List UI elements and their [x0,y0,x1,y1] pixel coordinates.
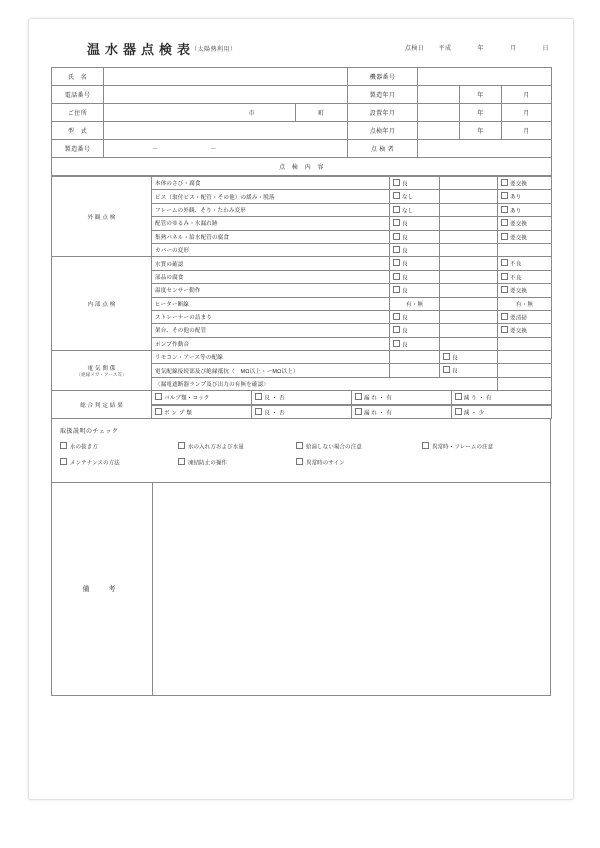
inspection-sheet [28,18,574,800]
inspection-item-option-1[interactable] [390,230,440,243]
inspection-item-label: 温度センサー動作 [152,284,390,297]
checkbox-icon[interactable] [501,273,508,280]
inspection-item-option-2[interactable] [440,190,498,203]
group-label-electrical [52,351,152,391]
checkbox-icon[interactable] [393,326,400,333]
option-text: 良 [402,181,408,188]
option-text: 良 [402,221,408,228]
option-text: 良 [402,275,408,282]
perf-item-valve-decrease[interactable] [451,391,551,404]
checklist-item-frame-warning[interactable] [422,442,493,451]
checkbox-icon[interactable] [443,353,450,360]
inspection-item-option-3[interactable] [498,324,552,337]
checkbox-icon[interactable] [393,233,400,240]
group-label-note: （絶縁メガ・アース等） [76,371,127,377]
checklist-item-label: 凍結防止の操作 [188,460,228,467]
option-text: なし [402,208,414,215]
inspection-item-option-1[interactable] [390,257,440,270]
table-row [52,68,552,86]
inspection-item-option-2[interactable] [440,310,498,323]
field-label-machine-no: 機器番号 [348,68,418,86]
inspection-item-option-3[interactable] [498,351,552,364]
table-row [152,391,551,404]
option-text: 良 [402,261,408,268]
checkbox-icon[interactable] [393,206,400,213]
inspection-item-option-1[interactable] [390,351,440,364]
checkbox-icon[interactable] [178,458,185,465]
inspection-item-option-3[interactable] [498,284,552,297]
perf-item-pump[interactable] [152,406,252,418]
field-label-manufacture-date: 製造年月 [348,86,418,104]
inspection-item-label: 電気配線接続部及び絶縁抵抗（ MΩ以上・ーMΩ以上） [152,364,390,377]
table-row [52,122,552,140]
field-value-name[interactable] [104,68,348,86]
option-text: 要交換 [510,328,528,335]
inspection-item-option-2[interactable] [440,324,498,337]
inspection-item-option-3[interactable] [498,190,552,203]
table-row [52,351,552,364]
checklist-item-label: 水の抜き方 [70,444,98,451]
field-value-manufacture-date[interactable] [418,86,460,104]
checklist-item-fill[interactable] [178,442,296,451]
option-text: あり [510,208,522,215]
checkbox-icon[interactable] [393,219,400,226]
checkbox-icon[interactable] [155,408,162,415]
checkbox-icon[interactable] [178,442,185,449]
inspection-item-label: リモコン・アース等の配線 [152,351,390,364]
inspection-item-option-1[interactable] [390,310,440,323]
sheet-header [51,39,551,67]
inspection-item-option-2[interactable] [440,257,498,270]
option-text: 良 [402,342,408,349]
inspection-item-option-2[interactable] [440,243,498,256]
inspection-item-option-2[interactable] [440,297,498,310]
inspection-item-option-3[interactable] [498,230,552,243]
checkbox-icon[interactable] [422,442,429,449]
serial-dash-2: － [210,147,217,153]
field-label-name: 氏 名 [52,68,104,86]
field-value-model[interactable] [104,122,348,140]
perf-item-pump-decrease[interactable] [451,406,551,418]
option-text: ポ ン プ 類 [164,410,192,417]
table-row [152,406,551,418]
inspection-item-option-1[interactable]: 有・無 [390,297,440,310]
checkbox-icon[interactable] [296,442,303,449]
option-text: 良 [402,315,408,322]
inspection-item-label: 部品の腐食 [152,270,390,283]
checklist-item-no-hotwater[interactable] [296,442,422,451]
inspection-item-option-3[interactable] [498,270,552,283]
inspection-item-option-2[interactable] [440,177,498,190]
inspection-item-option-1[interactable] [390,217,440,230]
notes-input-area[interactable] [153,483,550,695]
checkbox-icon[interactable] [355,393,362,400]
option-text: 要交換 [510,181,528,188]
unit-inspect-year: 年 [460,122,502,140]
checklist-row [60,442,542,451]
inspection-item-option-3[interactable]: 有・無 [498,297,552,310]
inspection-item-option-3[interactable] [498,177,552,190]
inspection-item-option-3[interactable] [498,337,552,350]
checkbox-icon[interactable] [155,393,162,400]
customer-info-table [51,67,552,176]
inspection-item-option-1[interactable] [390,243,440,256]
checklist-item-label: 給湯しない場合の注意 [306,444,362,451]
checklist-item-maintenance[interactable] [60,458,178,467]
checkbox-icon[interactable] [393,192,400,199]
date-year-unit: 年 [477,46,484,52]
checkbox-icon[interactable] [255,408,262,415]
option-text: 減 り ・ 有 [463,395,492,402]
inspection-item-option-2[interactable] [440,230,498,243]
inspection-item-option-1[interactable] [390,337,440,350]
option-text: 良 [452,368,458,375]
checklist-row [60,458,542,467]
inspection-item-option-2[interactable] [440,217,498,230]
field-label-inspect-date: 点検年月 [348,122,418,140]
checkbox-icon[interactable] [501,233,508,240]
checklist-item-label: メンテナンスの方法 [70,460,120,467]
inspection-item-label: カバーの変形 [152,243,390,256]
inspection-item-label: ストレーナーの詰まり [152,310,390,323]
perf-item-valve-judge[interactable] [252,391,352,404]
inspection-item-option-3[interactable] [498,377,552,390]
checkbox-icon[interactable] [393,286,400,293]
checklist-title: 取扱説明のチェック [60,429,119,436]
field-label-address: ご住所 [52,104,104,122]
checkbox-icon[interactable] [393,273,400,280]
unit-inspect-month: 月 [502,122,552,140]
inspection-item-option-2[interactable] [440,270,498,283]
group-label-text: 電 気 関 係 [87,365,116,372]
checkbox-icon[interactable] [255,393,262,400]
checkbox-icon[interactable] [501,206,508,213]
checkbox-icon[interactable] [60,442,67,449]
inspection-item-label: ヒーター断線 [152,297,390,310]
checklist-item-label: 異常時・フレームの注意 [432,444,494,451]
date-label: 点検日 [404,46,425,52]
inspection-item-label: ポンプ作動音 [152,337,390,350]
field-value-serial[interactable] [104,140,348,158]
option-text: 不良 [510,275,522,282]
option-text: 良 [452,355,458,362]
inspection-item-option-1[interactable] [390,324,440,337]
checkbox-icon[interactable] [501,326,508,333]
checkbox-icon[interactable] [393,179,400,186]
inspection-item-option-2[interactable] [440,364,498,377]
table-row [52,391,552,405]
checkbox-icon[interactable] [443,366,450,373]
option-text: あり [510,194,522,201]
unit-install-year: 年 [460,104,502,122]
field-value-address[interactable]: 市 [104,104,296,122]
checkbox-icon[interactable] [60,458,67,465]
option-text: 要交換 [510,235,528,241]
group-label-internal: 内 部 点 検 [52,257,152,351]
inspection-item-option-2[interactable] [440,337,498,350]
checkbox-icon[interactable] [393,313,400,320]
checklist-item-label: 水の入れ方および水量 [188,444,244,451]
serial-dash-1: － [152,147,159,153]
field-value-inspect-date[interactable] [418,122,460,140]
checkbox-icon[interactable] [393,246,400,253]
inspection-item-label: フレームの外観、そり・たわみ変形 [152,203,390,216]
inspection-item-option-2[interactable] [440,284,498,297]
perf-item-valve-leak[interactable] [352,391,452,404]
checkbox-icon[interactable] [455,393,462,400]
checkbox-icon[interactable] [501,219,508,226]
perf-item-pump-leak[interactable] [352,406,452,418]
inspection-item-option-3[interactable] [498,310,552,323]
group-label-exterior: 外 観 点 検 [52,177,152,257]
inspection-item-label: 配管のゆるみ・水漏れ跡 [152,217,390,230]
table-row [52,104,552,122]
inspection-item-label: ビス（取付ビス・配管・その他）の緩み・脱落 [152,190,390,203]
address-town-unit: 町 [296,104,348,122]
inspection-item-option-1[interactable] [390,177,440,190]
field-label-serial: 製造番号 [52,140,104,158]
table-row [52,140,552,158]
option-text: 良 [402,288,408,295]
field-label-install-date: 設置年月 [348,104,418,122]
option-text: なし [402,194,414,201]
date-month-unit: 月 [509,46,517,52]
section-heading: 点 検 内 容 [52,158,552,176]
inspection-table [51,176,552,419]
page-subtitle: （太陽熱利用） [191,47,237,53]
inspection-item-option-3[interactable] [498,364,552,377]
option-text: 良 [402,248,408,255]
inspection-item-option-3[interactable] [498,203,552,216]
inspection-item-option-1[interactable] [390,270,440,283]
checklist-item-label: 異常時のサイン [306,460,345,467]
inspection-date-line [405,43,549,52]
field-value-phone[interactable] [104,86,348,104]
option-text: 良 ・ 否 [264,395,285,402]
option-text: 要清掃 [510,315,528,322]
option-text: 要交換 [510,221,528,228]
performance-row-2 [152,405,552,418]
checkbox-icon[interactable] [455,408,462,415]
unit-manufacture-year: 年 [460,86,502,104]
inspection-item-option-3[interactable] [498,257,552,270]
sheet-inner [51,39,551,781]
notes-label: 備 考 [52,483,153,695]
table-row [52,257,552,270]
table-row [52,158,552,176]
checkbox-icon[interactable] [355,408,362,415]
inspection-item-option-3[interactable] [498,243,552,256]
field-label-phone: 電話番号 [52,86,104,104]
field-label-model: 型 式 [52,122,104,140]
unit-manufacture-month: 月 [502,86,552,104]
inspection-item-option-2[interactable] [440,351,498,364]
page-title: 温水器点検表 [87,42,196,57]
checkbox-icon[interactable] [501,286,508,293]
checklist-item-antifreeze[interactable] [178,458,296,467]
perf-item-valve[interactable] [152,391,252,404]
checkbox-icon[interactable] [501,179,508,186]
checklist-item-drain[interactable] [60,442,178,451]
manual-explanation-checklist [51,419,551,483]
inspection-item-option-2[interactable] [440,203,498,216]
option-text: 良 [402,235,408,241]
inspection-item-option-1[interactable] [390,190,440,203]
inspection-item-option-1[interactable] [390,364,440,377]
inspection-item-label: 水質の確認 [152,257,390,270]
checkbox-icon[interactable] [393,340,400,347]
table-row [52,86,552,104]
checkbox-icon[interactable] [501,259,508,266]
date-era: 平成 [438,46,452,52]
field-value-machine-no[interactable] [418,68,552,86]
inspection-item-option-3[interactable] [498,217,552,230]
inspection-item-label: 架台、その他の配管 [152,324,390,337]
option-text: 漏 れ ・ 有 [364,410,392,417]
inspection-item-label: 本体のさび・腐食 [152,177,390,190]
option-text: 不良 [510,261,522,268]
inspection-item-note: 〈漏電遮断器ランプ及び出力の有無を確認〉 [152,377,498,390]
notes-section [51,483,551,696]
perf-item-pump-judge[interactable] [252,406,352,418]
option-text: 減 ・ 少 [463,410,485,417]
group-label-overall-result: 総 合 判 定 結 果 [52,391,152,419]
inspection-item-option-1[interactable] [390,203,440,216]
option-text: 要交換 [510,288,528,295]
field-value-inspector[interactable] [418,140,552,158]
performance-row-1 [152,391,552,405]
field-label-inspector: 点 検 者 [348,140,418,158]
unit-install-month: 月 [502,104,552,122]
field-value-install-date[interactable] [418,104,460,122]
checkbox-icon[interactable] [501,313,508,320]
checkbox-icon[interactable] [393,259,400,266]
option-text: 良 [402,328,408,335]
checklist-item-error-sign[interactable] [296,458,422,467]
option-text: 良 ・ 否 [264,410,285,417]
date-day-unit: 日 [542,46,549,52]
inspection-item-option-1[interactable] [390,284,440,297]
checkbox-icon[interactable] [501,192,508,199]
checkbox-icon[interactable] [296,458,303,465]
table-row [52,177,552,190]
option-text: 漏 れ ・ 有 [364,395,392,402]
inspection-item-label: 集熱パネル・給水配管の腐食 [152,230,390,243]
option-text: バルブ類・コック [164,395,210,402]
